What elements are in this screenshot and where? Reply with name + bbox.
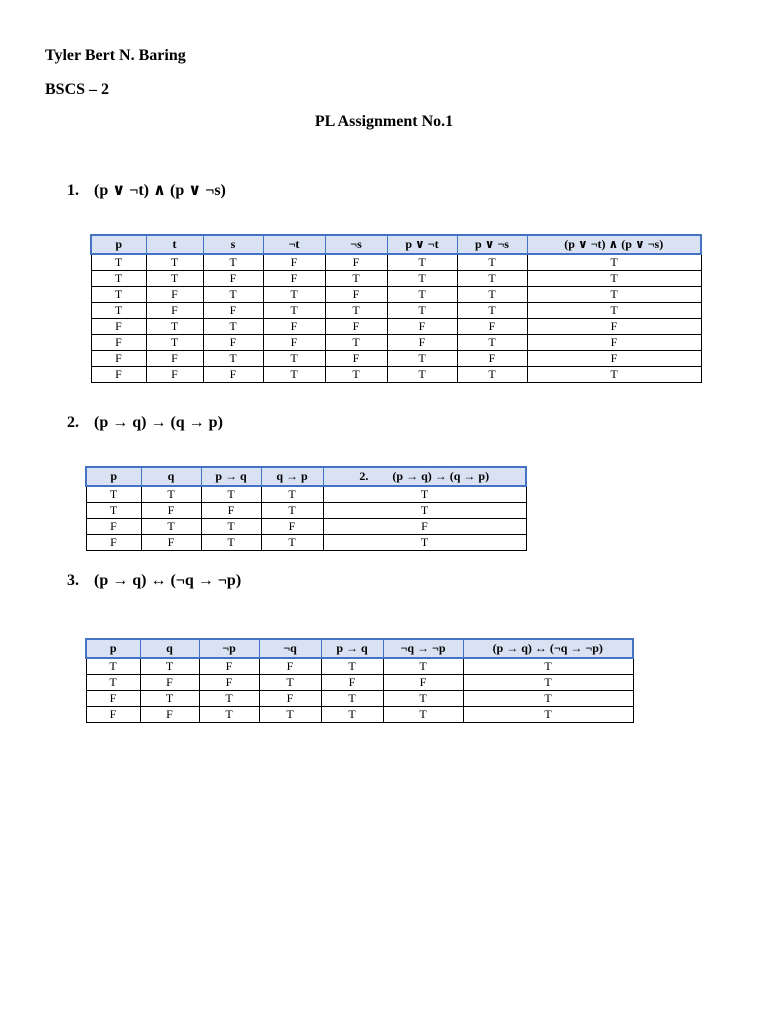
table-cell: T <box>91 287 146 303</box>
table-cell: T <box>321 707 383 723</box>
table-row <box>91 335 701 351</box>
table-cell: F <box>325 319 387 335</box>
table-cell: F <box>141 535 201 551</box>
table-cell: T <box>203 254 263 271</box>
table-cell: F <box>146 351 203 367</box>
truth-table-3 <box>85 638 634 723</box>
author-name: Tyler Bert N. Baring <box>45 47 186 64</box>
problem-3-number: 3. <box>67 572 79 589</box>
table-cell: T <box>527 254 701 271</box>
table-cell: F <box>140 707 199 723</box>
table-cell: T <box>387 254 457 271</box>
table-cell: T <box>201 486 261 503</box>
table-cell: T <box>140 691 199 707</box>
column-header: p <box>86 639 140 658</box>
table-cell: T <box>86 486 141 503</box>
table-cell: T <box>263 367 325 383</box>
table-header-row <box>86 639 633 658</box>
column-header: (p ∨ ¬t) ∧ (p ∨ ¬s) <box>527 235 701 254</box>
problem-2-heading <box>67 414 223 432</box>
column-header: q → p <box>261 467 323 486</box>
table-cell: T <box>383 691 463 707</box>
table-cell: T <box>91 271 146 287</box>
problem-1-expression: (p ∨ ¬t) ∧ (p ∨ ¬s) <box>94 182 226 199</box>
problem-1-number: 1. <box>67 182 79 199</box>
column-header: p ∨ ¬s <box>457 235 527 254</box>
table-cell: F <box>261 519 323 535</box>
truth-table-1 <box>90 234 702 383</box>
table-cell: T <box>203 319 263 335</box>
table-row <box>86 658 633 675</box>
table-cell: F <box>140 675 199 691</box>
table-cell: F <box>527 335 701 351</box>
table-cell: F <box>146 303 203 319</box>
table-cell: F <box>86 691 140 707</box>
table-row <box>86 486 526 503</box>
table-cell: T <box>86 658 140 675</box>
table-cell: T <box>387 303 457 319</box>
table-cell: T <box>146 319 203 335</box>
table-row <box>91 351 701 367</box>
table-cell: T <box>323 535 526 551</box>
table-cell: T <box>527 303 701 319</box>
table-cell: T <box>325 303 387 319</box>
problem-3-expression: (p → q) ↔ (¬q → ¬p) <box>94 572 242 589</box>
table-cell: T <box>91 303 146 319</box>
table-cell: F <box>263 335 325 351</box>
table-cell: T <box>325 335 387 351</box>
table-cell: F <box>457 351 527 367</box>
table-cell: T <box>203 287 263 303</box>
table-row <box>91 287 701 303</box>
table-cell: F <box>259 658 321 675</box>
table-cell: T <box>201 519 261 535</box>
column-header: (p → q) ↔ (¬q → ¬p) <box>463 639 633 658</box>
table-cell: T <box>199 691 259 707</box>
table-cell: F <box>91 319 146 335</box>
table-header-row <box>91 235 701 254</box>
table-cell: F <box>387 335 457 351</box>
table-cell: T <box>457 335 527 351</box>
problem-2-number: 2. <box>67 414 79 431</box>
table-cell: F <box>203 335 263 351</box>
table-row <box>91 303 701 319</box>
table-cell: F <box>387 319 457 335</box>
table-cell: F <box>321 675 383 691</box>
table-cell: F <box>86 707 140 723</box>
table-cell: T <box>201 535 261 551</box>
table-cell: F <box>263 271 325 287</box>
table-cell: T <box>527 271 701 287</box>
table-cell: T <box>263 351 325 367</box>
table-cell: F <box>201 503 261 519</box>
truth-table-2 <box>85 466 527 551</box>
table-cell: T <box>259 707 321 723</box>
table-cell: F <box>91 351 146 367</box>
problem-1-heading <box>67 180 226 200</box>
column-header: ¬t <box>263 235 325 254</box>
table-cell: T <box>527 287 701 303</box>
table-cell: T <box>91 254 146 271</box>
table-cell: T <box>321 691 383 707</box>
table-cell: T <box>457 303 527 319</box>
table-cell: F <box>325 351 387 367</box>
table-cell: F <box>323 519 526 535</box>
problem-3-heading <box>67 572 241 590</box>
column-header: ¬q → ¬p <box>383 639 463 658</box>
table-row <box>86 503 526 519</box>
table-cell: F <box>383 675 463 691</box>
table-cell: F <box>199 658 259 675</box>
table-cell: T <box>463 658 633 675</box>
table-cell: T <box>383 658 463 675</box>
column-header: p <box>91 235 146 254</box>
column-header: t <box>146 235 203 254</box>
course-label: BSCS – 2 <box>45 81 110 98</box>
table-row <box>91 319 701 335</box>
table-cell: T <box>323 503 526 519</box>
table-cell: T <box>86 675 140 691</box>
table-cell: F <box>141 503 201 519</box>
table-cell: T <box>325 367 387 383</box>
table-cell: T <box>387 351 457 367</box>
table-cell: T <box>387 367 457 383</box>
table-cell: T <box>199 707 259 723</box>
column-header: ¬p <box>199 639 259 658</box>
page-title: PL Assignment No.1 <box>314 113 454 130</box>
column-header: s <box>203 235 263 254</box>
table-row <box>91 254 701 271</box>
table-cell: T <box>140 658 199 675</box>
table-cell: F <box>146 287 203 303</box>
table-cell: F <box>146 367 203 383</box>
column-header: ¬s <box>325 235 387 254</box>
problem-2-expression: (p → q) → (q → p) <box>94 414 223 431</box>
table-row <box>86 535 526 551</box>
table-row <box>86 707 633 723</box>
table-cell: T <box>141 519 201 535</box>
table-cell: T <box>146 335 203 351</box>
table-cell: T <box>86 503 141 519</box>
table-cell: F <box>325 254 387 271</box>
table-cell: T <box>261 486 323 503</box>
table-cell: F <box>527 351 701 367</box>
column-header: ¬q <box>259 639 321 658</box>
column-header: 2. (p → q) → (q → p) <box>323 467 526 486</box>
table-cell: F <box>457 319 527 335</box>
table-cell: T <box>457 367 527 383</box>
table-cell: F <box>203 303 263 319</box>
table-cell: T <box>203 351 263 367</box>
table-cell: T <box>463 707 633 723</box>
column-header: q <box>140 639 199 658</box>
table-cell: T <box>527 367 701 383</box>
table-cell: T <box>463 675 633 691</box>
column-header: q <box>141 467 201 486</box>
table-cell: F <box>86 519 141 535</box>
table-row <box>86 691 633 707</box>
table-cell: T <box>321 658 383 675</box>
table-cell: F <box>259 691 321 707</box>
table-cell: F <box>91 367 146 383</box>
table-cell: T <box>463 691 633 707</box>
table-cell: T <box>387 271 457 287</box>
table-cell: T <box>387 287 457 303</box>
table-row <box>86 675 633 691</box>
table-cell: T <box>323 486 526 503</box>
table-cell: T <box>263 287 325 303</box>
table-cell: F <box>86 535 141 551</box>
table-cell: T <box>457 287 527 303</box>
table-cell: F <box>263 254 325 271</box>
table-cell: T <box>261 535 323 551</box>
column-header: p → q <box>321 639 383 658</box>
table-cell: T <box>325 271 387 287</box>
table-cell: T <box>146 254 203 271</box>
table-cell: T <box>263 303 325 319</box>
table-row <box>91 367 701 383</box>
table-cell: F <box>203 271 263 287</box>
table-header-row <box>86 467 526 486</box>
table-cell: T <box>261 503 323 519</box>
column-header: p <box>86 467 141 486</box>
table-cell: F <box>527 319 701 335</box>
table-row <box>86 519 526 535</box>
table-cell: T <box>259 675 321 691</box>
table-cell: T <box>457 271 527 287</box>
table-cell: F <box>203 367 263 383</box>
table-cell: T <box>141 486 201 503</box>
table-cell: F <box>325 287 387 303</box>
column-header: p ∨ ¬t <box>387 235 457 254</box>
table-cell: F <box>199 675 259 691</box>
column-header: p → q <box>201 467 261 486</box>
table-cell: T <box>383 707 463 723</box>
table-row <box>91 271 701 287</box>
table-cell: T <box>146 271 203 287</box>
table-cell: F <box>263 319 325 335</box>
table-cell: F <box>91 335 146 351</box>
table-cell: T <box>457 254 527 271</box>
